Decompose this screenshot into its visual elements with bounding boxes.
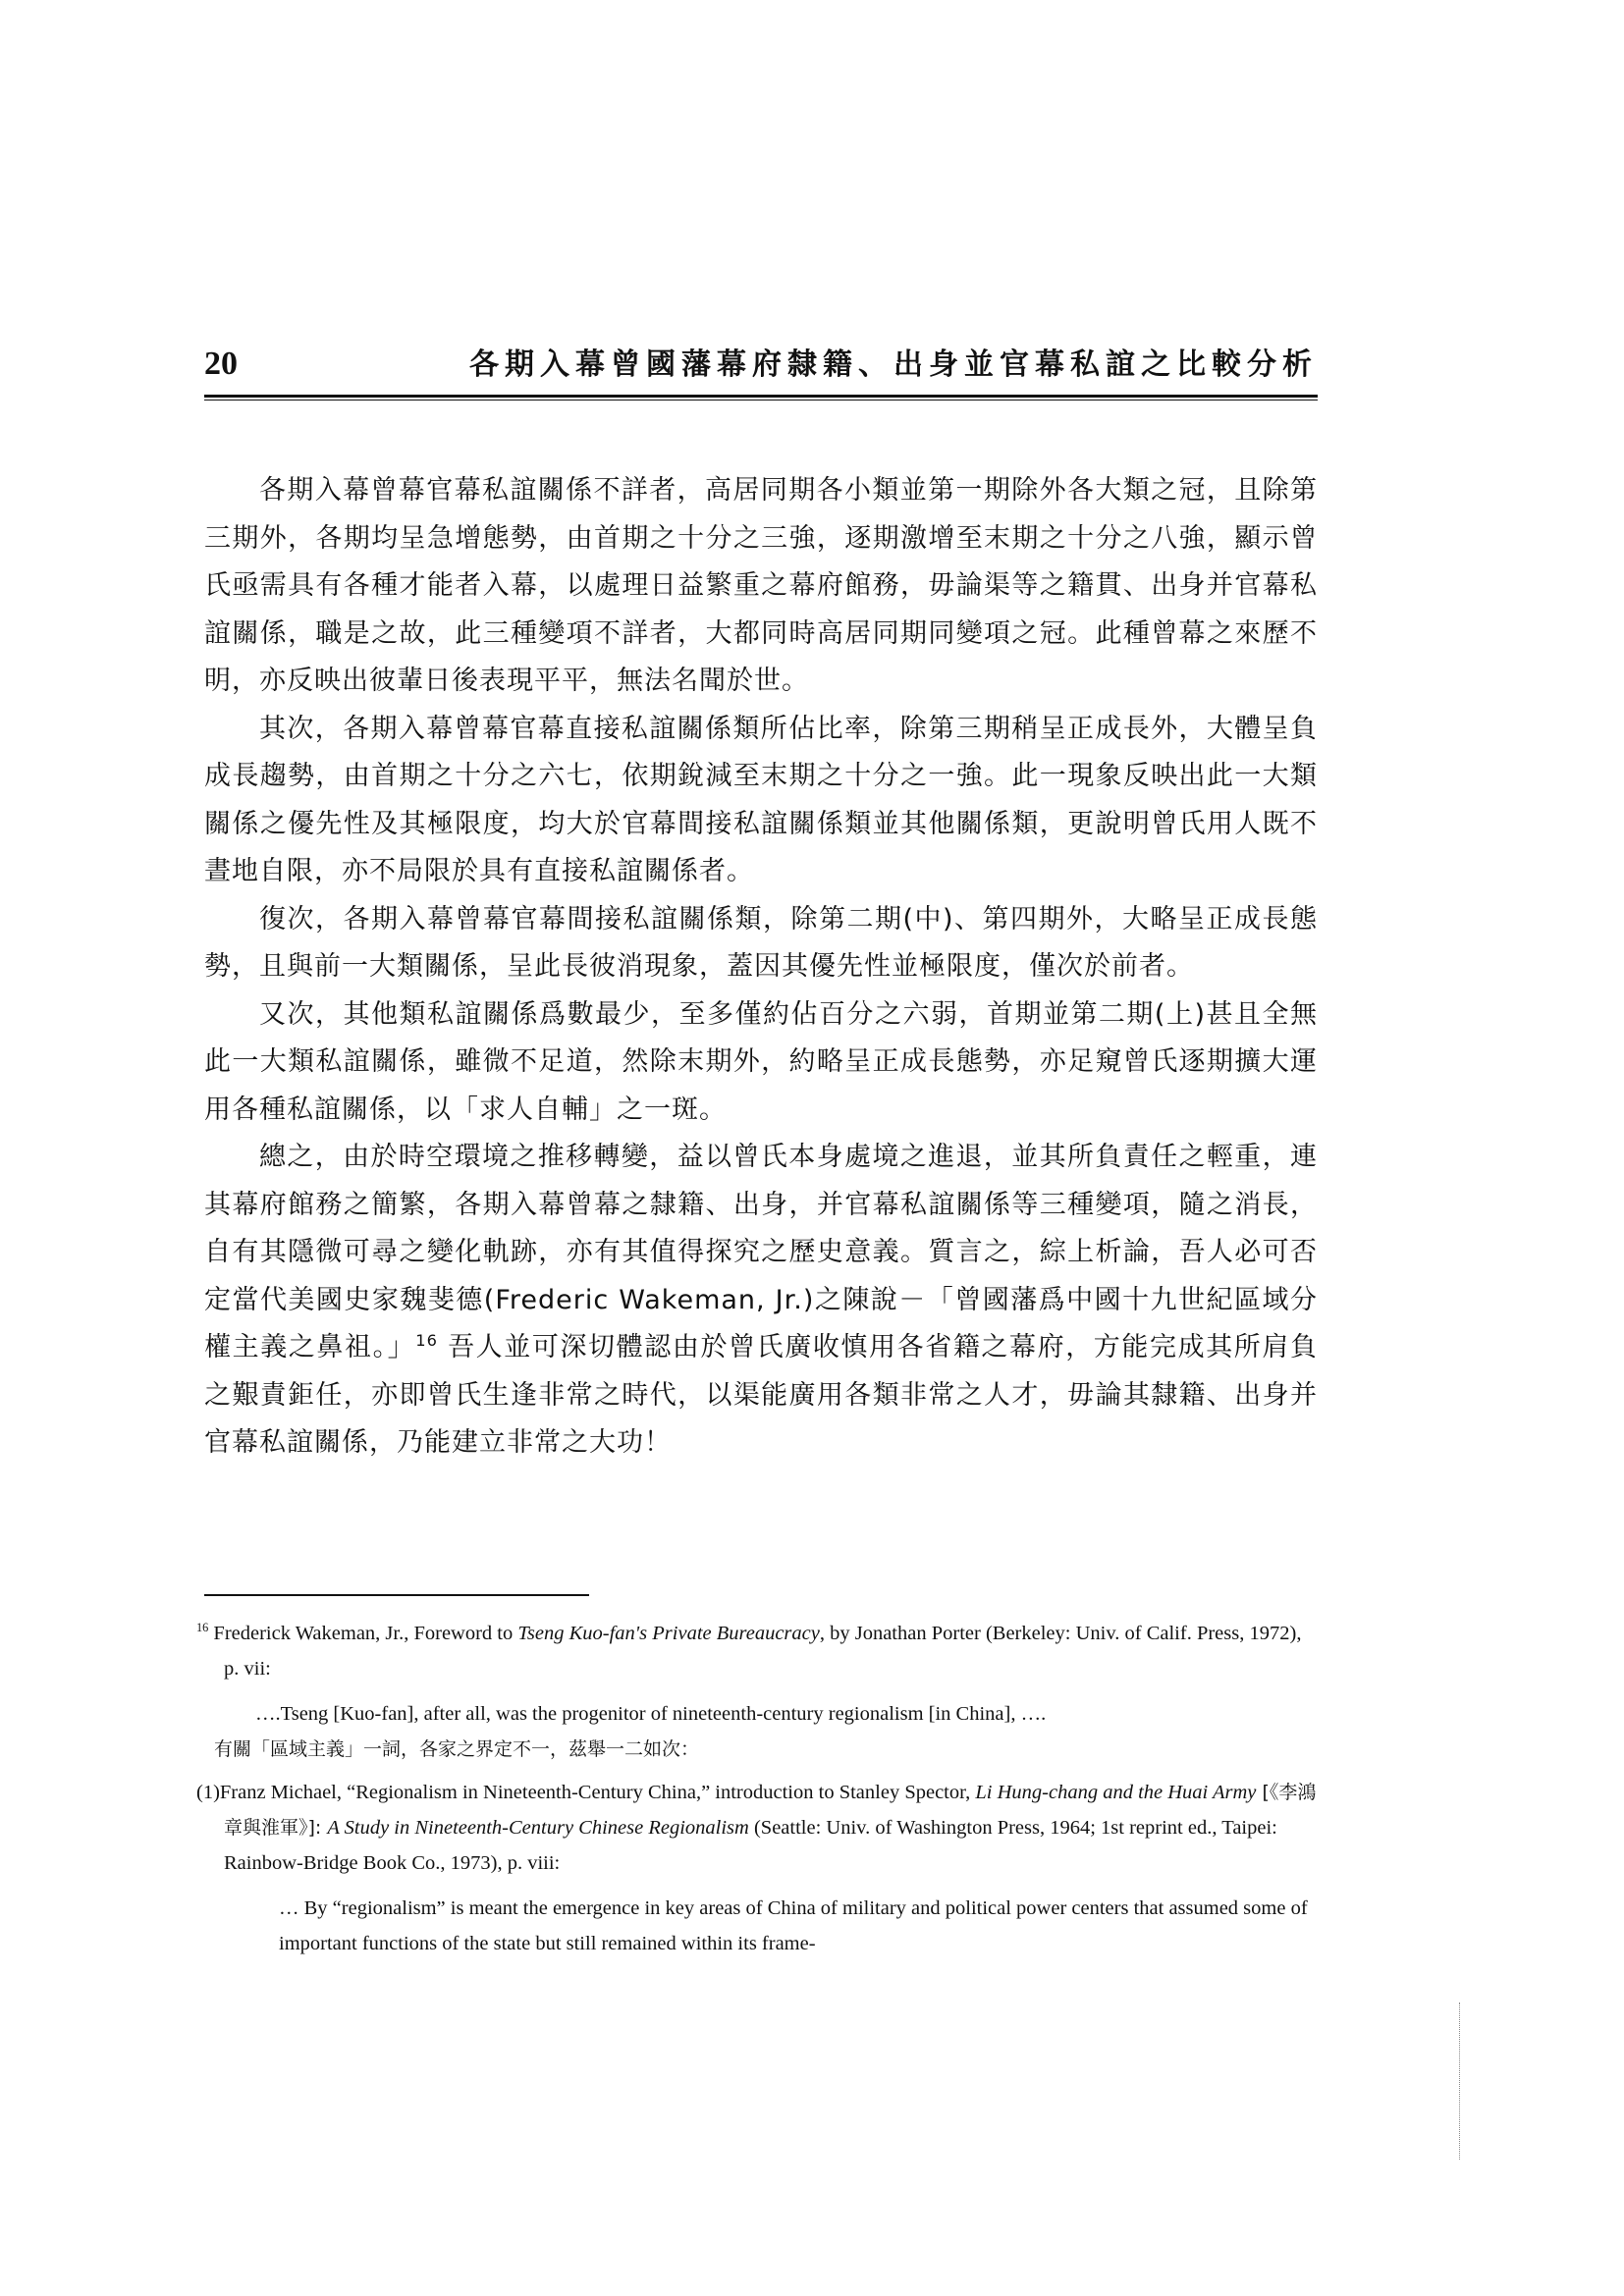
page-number: 20: [204, 346, 238, 382]
header-rule: [204, 395, 1318, 398]
item-1-cjk: [《李鴻章與淮軍》]:: [224, 1782, 1317, 1839]
footnote-number: 16: [196, 1621, 209, 1635]
body-text: [204, 467, 1318, 1468]
scan-edge-mark: [1459, 2002, 1461, 2160]
paragraph-4: 又次，其他類私誼關係爲數最少，至多僅約佔百分之六弱，首期並第二期(上)甚且全無此一大類私誼關係，雖微不足道，然除末期外，約略呈正成長態勢，亦足窺曾氏逐期擴大運用各種私誼關係，以「求人自輔」之一斑。: [204, 998, 1318, 1125]
item-1-quote: … By “regionalism” is meant the emergence in key areas of China of military and political power centers that assumed some of important functions of the state but still remained within its frame-: [279, 1897, 1308, 1954]
footnote-item-1: [196, 1775, 1318, 1881]
paragraph-5-text-before: 總之，由於時空環境之推移轉變，益以曾氏本身處境之進退，並其所負責任之輕重，連其幕府館務之簡繁，各期入幕曾幕之隸籍、出身，并官幕私誼關係等三種變項，隨之消長，自有其隱微可尋之變化軌跡，亦有其值得探究之歷史意義。質言之，綜上析論，吾人必可否定當代美國史家魏斐德(Frederic Wakeman, Jr.)之陳說－「曾國藩爲中國十九世紀區域分權主義之鼻祖。」: [204, 1142, 1318, 1362]
item-1-title: Li Hung-chang and the Huai Army: [975, 1782, 1257, 1803]
footnote-16-title: Tseng Kuo-fan's Private Bureaucracy: [517, 1623, 820, 1644]
paragraph-5: [204, 1134, 1318, 1468]
footnote-16: [196, 1616, 1318, 1686]
item-1-subtitle: A Study in Nineteenth-Century Chinese Regionalism: [327, 1817, 749, 1839]
item-1-pre: (1)Franz Michael, “Regionalism in Nineteenth-Century China,” introduction to Stanley Spector,: [196, 1782, 976, 1803]
footnote-ref-16[interactable]: 16: [415, 1331, 438, 1350]
footnote-rule: [204, 1594, 589, 1596]
paragraph-1: 各期入幕曾幕官幕私誼關係不詳者，高居同期各小類並第一期除外各大類之冠，且除第三期外，各期均呈急增態勢，由首期之十分之三強，逐期激增至末期之十分之八強，顯示曾氏亟需具有各種才能者入幕，以處理日益繁重之幕府館務，毋論渠等之籍貫、出身并官幕私誼關係，職是之故，此三種變項不詳者，大都同時高居同期同變項之冠。此種曾幕之來歷不明，亦反映出彼輩日後表現平平，無法名聞於世。: [204, 475, 1318, 696]
page-header: [204, 340, 1318, 395]
footnotes: [196, 1616, 1318, 1961]
footnote-16-quote: ….Tseng [Kuo-fan], after all, was the progenitor of nineteenth-century regionalism [in China], ….: [255, 1703, 1047, 1725]
paragraph-2: 其次，各期入幕曾幕官幕直接私誼關係類所佔比率，除第三期稍呈正成長外，大體呈負成長趨勢，由首期之十分之六七，依期銳減至末期之十分之一強。此一現象反映出此一大類關係之優先性及其極限度，均大於官幕間接私誼關係類並其他關係類，更說明曾氏用人既不晝地自限，亦不局限於具有直接私誼關係者。: [204, 713, 1318, 886]
footnote-16-post: , by Jonathan Porter (Berkeley: Univ. of Calif. Press, 1972), p. vii:: [224, 1623, 1302, 1680]
item-1-post: (Seattle: Univ. of Washington Press, 1964; 1st reprint ed., Taipei: Rainbow-Bridge Book Co., 1973), p. viii:: [224, 1817, 1277, 1874]
paragraph-3: 復次，各期入幕曾幕官幕間接私誼關係類，除第二期(中)、第四期外，大略呈正成長態勢，且與前一大類關係，呈此長彼消現象，蓋因其優先性並極限度，僅次於前者。: [204, 903, 1318, 982]
paragraph-5-text-after: 吾人並可深切體認由於曾氏廣收慎用各省籍之幕府，方能完成其所肩負之艱責鉅任，亦即曾氏生逢非常之時代，以渠能廣用各類非常之人才，毋論其隸籍、出身并官幕私誼關係，乃能建立非常之大功！: [204, 1332, 1318, 1458]
footnote-16-cjk-note: 有關「區域主義」一詞，各家之界定不一，茲舉一二如次：: [214, 1738, 700, 1760]
running-title: 各期入幕曾國藩幕府隸籍、出身並官幕私誼之比較分析: [469, 347, 1318, 382]
footnote-16-pre: Frederick Wakeman, Jr., Foreword to: [208, 1623, 518, 1644]
